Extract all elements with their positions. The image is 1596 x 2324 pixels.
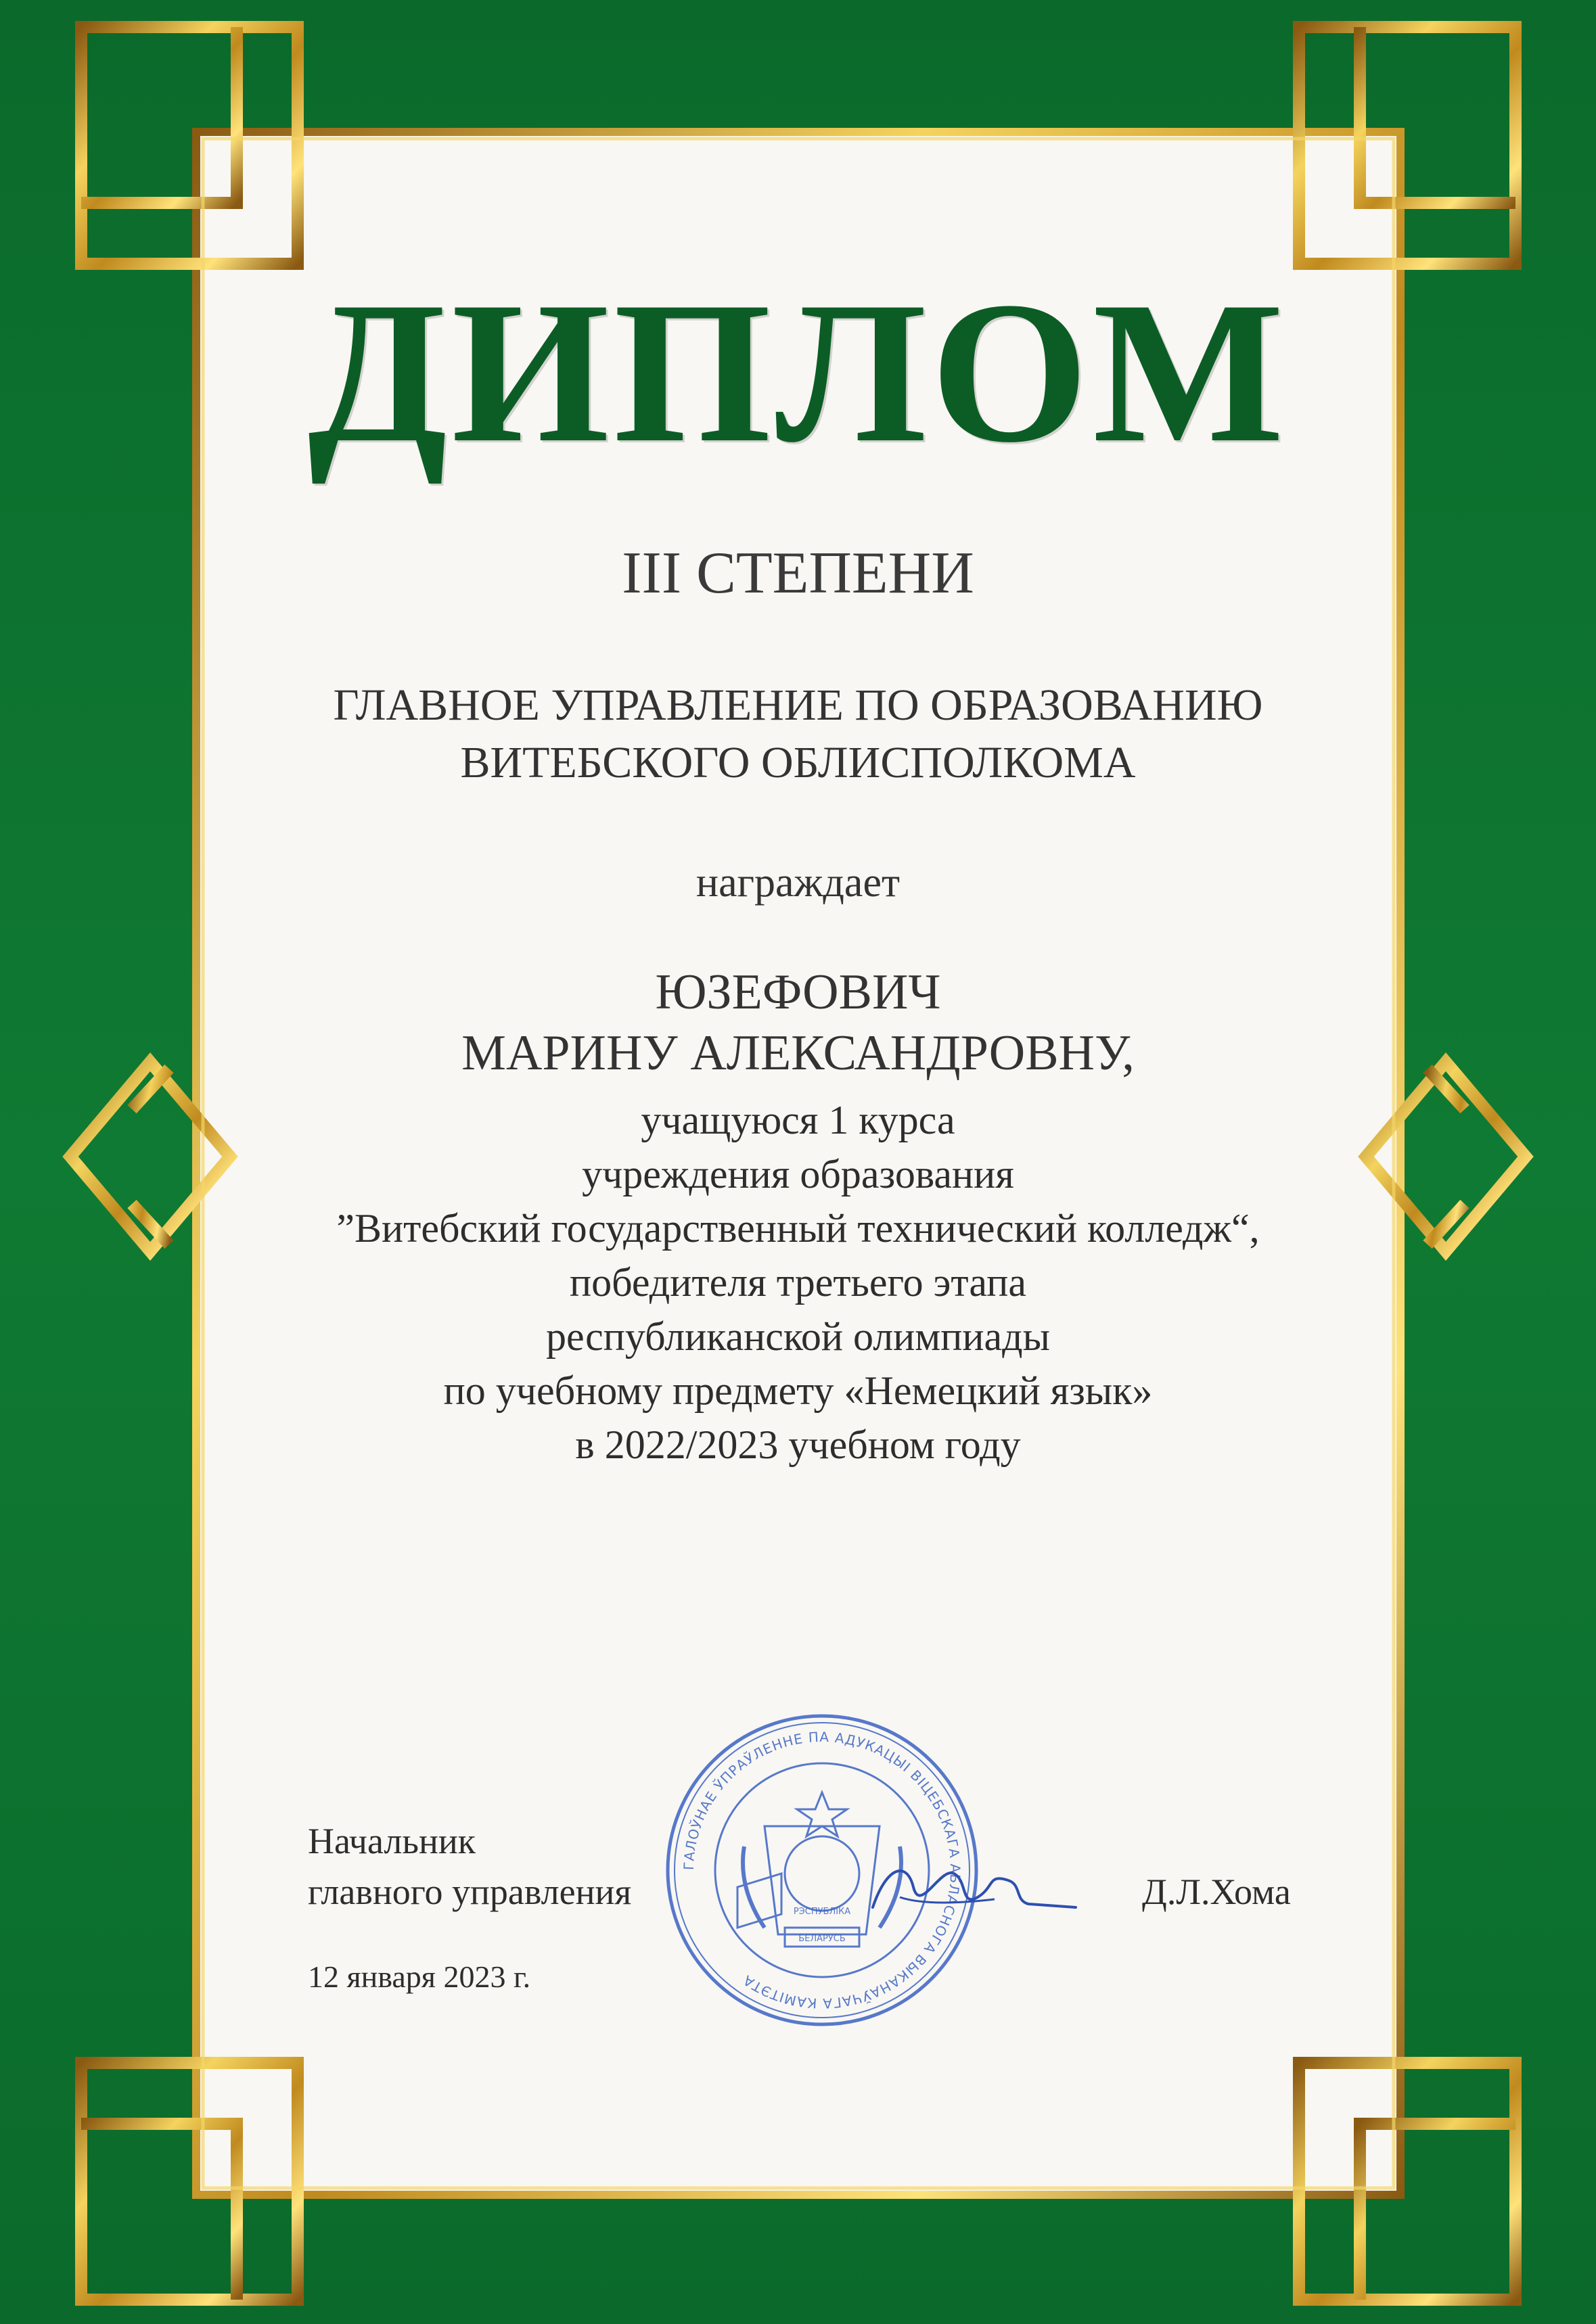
seal-inner-top-text: РЭСПУБЛІКА <box>793 1907 851 1917</box>
diploma-degree: III СТЕПЕНИ <box>622 540 974 606</box>
awards-verb: награждает <box>696 860 900 906</box>
body-line-course: учащуюся 1 курса <box>641 1098 955 1142</box>
body-line-institution-type: учреждения образования <box>582 1152 1014 1196</box>
body-line-olympiad: республиканской олимпиады <box>546 1314 1050 1359</box>
handwritten-signature-icon <box>859 1840 1082 1941</box>
issue-date: 12 января 2023 г. <box>308 1959 531 1994</box>
signer-position-line-2: главного управления <box>308 1872 632 1912</box>
signer-position-line-1: Начальник <box>308 1821 476 1861</box>
organization-line-2: ВИТЕБСКОГО ОБЛИСПОЛКОМА <box>460 738 1136 787</box>
body-line-year: в 2022/2023 учебном году <box>575 1422 1021 1467</box>
recipient-given-names: МАРИНУ АЛЕКСАНДРОВНУ, <box>461 1025 1135 1081</box>
body-line-institution-name: ”Витебский государственный технический колледж“, <box>336 1206 1260 1251</box>
body-line-winner: победителя третьего этапа <box>570 1260 1026 1305</box>
seal-ring-text: ГАЛОЎНАЕ ЎПРАЎЛЕННЕ ПА АДУКАЦЫІ ВІЦЕБСКАГА АБЛАСНОГА ВЫКАНАЎЧАГА КАМІТЭТА <box>680 1728 964 2012</box>
signer-name: Д.Л.Хома <box>1142 1872 1291 1912</box>
organization-line-1: ГЛАВНОЕ УПРАВЛЕНИЕ ПО ОБРАЗОВАНИЮ <box>333 680 1263 730</box>
diploma-title: ДИПЛОМ <box>307 260 1289 484</box>
recipient-surname: ЮЗЕФОВИЧ <box>655 965 941 1020</box>
body-line-subject: по учебному предмету «Немецкий язык» <box>443 1368 1153 1413</box>
seal-inner-bottom-text: БЕЛАРУСЬ <box>798 1934 846 1944</box>
